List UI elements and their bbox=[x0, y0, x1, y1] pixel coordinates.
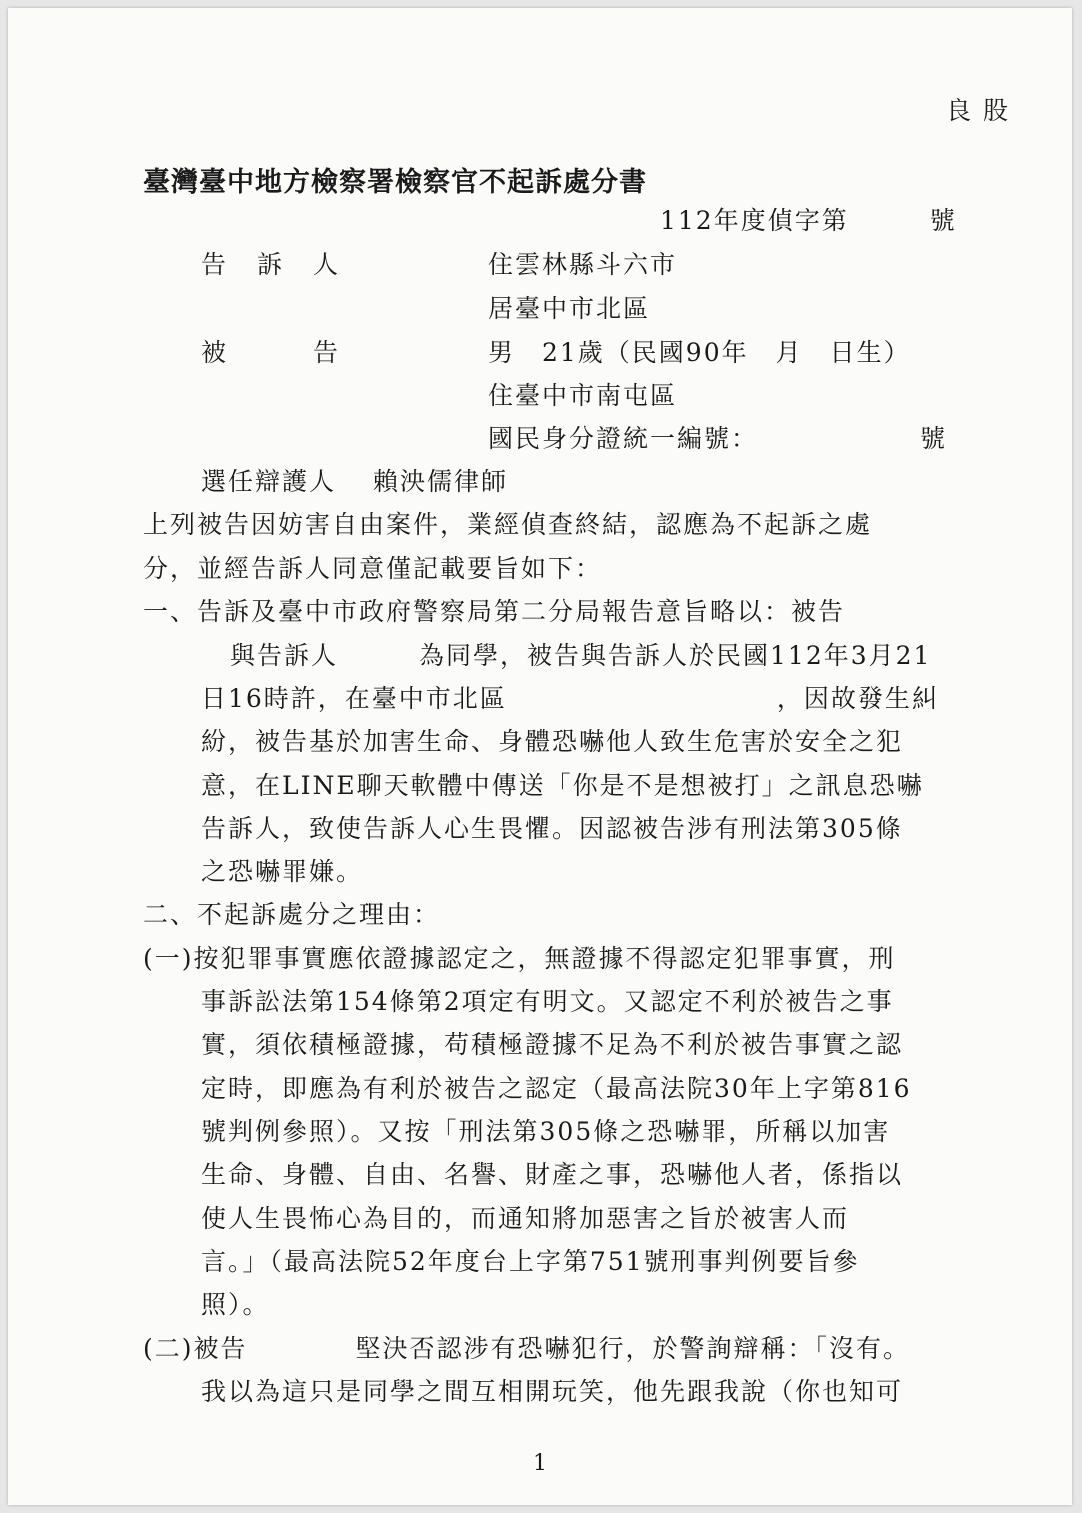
division-label: 良 股 bbox=[946, 96, 1010, 125]
counsel-name: 賴泱儒律師 bbox=[373, 467, 509, 496]
defendant-id-suffix: 號 bbox=[920, 424, 948, 453]
body-line: 一、告訴及臺中市政府警察局第二分局報告意旨略以：被告 bbox=[143, 597, 846, 626]
defendant-info: 男 21歲（民國90年 月 日生） bbox=[488, 338, 911, 367]
body-line: 定時，即應為有利於被告之認定（最高法院30年上字第816 bbox=[201, 1074, 912, 1103]
counsel-label: 選任辯護人 bbox=[201, 467, 337, 496]
body-line: 照）。 bbox=[201, 1290, 270, 1319]
document-page bbox=[8, 8, 1072, 1505]
complainant-address-2: 居臺中市北區 bbox=[488, 294, 651, 323]
body-line: 使人生畏怖心為目的，而通知將加惡害之旨於被害人而 bbox=[201, 1204, 850, 1233]
body-line: 分，並經告訴人同意僅記載要旨如下： bbox=[143, 554, 603, 583]
complainant-address-1: 住雲林縣斗六市 bbox=[488, 250, 678, 279]
complainant-label: 告 訴 人 bbox=[201, 250, 342, 279]
body-line: 與告訴人 為同學，被告與告訴人於民國112年3月21 bbox=[230, 641, 932, 670]
page-number: 1 bbox=[533, 1451, 547, 1476]
body-line: 事訴訟法第154條第2項定有明文。又認定不利於被告之事 bbox=[201, 987, 894, 1016]
body-line: 言。」（最高法院52年度台上字第751號刑事判例要旨參 bbox=[201, 1247, 860, 1276]
body-line: 之恐嚇罪嫌。 bbox=[201, 857, 364, 886]
body-line: 上列被告因妨害自由案件，業經偵查終結，認應為不起訴之處 bbox=[143, 510, 873, 539]
body-line: 二、不起訴處分之理由： bbox=[143, 900, 441, 929]
defendant-label: 被 告 bbox=[201, 338, 342, 367]
body-line: 告訴人，致使告訴人心生畏懼。因認被告涉有刑法第305條 bbox=[201, 814, 903, 843]
body-line: 日16時許，在臺中市北區 ，因故發生糾 bbox=[201, 684, 939, 713]
body-line: 紛，被告基於加害生命、身體恐嚇他人致生危害於安全之犯 bbox=[201, 727, 904, 756]
body-line: 號判例參照）。又按「刑法第305條之恐嚇罪，所稱以加害 bbox=[201, 1117, 891, 1146]
body-line: (一)按犯罪事實應依證據認定之，無證據不得認定犯罪事實，刑 bbox=[143, 944, 896, 973]
document-title: 臺灣臺中地方檢察署檢察官不起訴處分書 bbox=[143, 167, 647, 198]
body-line: 意，在LINE聊天軟體中傳送「你是不是想被打」之訊息恐嚇 bbox=[201, 771, 924, 800]
body-line: 我以為這只是同學之間互相開玩笑，他先跟我說（你也知可 bbox=[201, 1377, 904, 1406]
defendant-id-label: 國民身分證統一編號： bbox=[488, 424, 759, 453]
body-line: (二)被告 堅決否認涉有恐嚇犯行，於警詢辯稱：「沒有。 bbox=[143, 1334, 911, 1363]
case-number: 112年度偵字第 號 bbox=[660, 206, 957, 235]
defendant-address: 住臺中市南屯區 bbox=[488, 381, 678, 410]
body-line: 生命、身體、自由、名譽、財產之事，恐嚇他人者，係指以 bbox=[201, 1160, 904, 1189]
body-line: 實，須依積極證據，苟積極證據不足為不利於被告事實之認 bbox=[201, 1030, 904, 1059]
